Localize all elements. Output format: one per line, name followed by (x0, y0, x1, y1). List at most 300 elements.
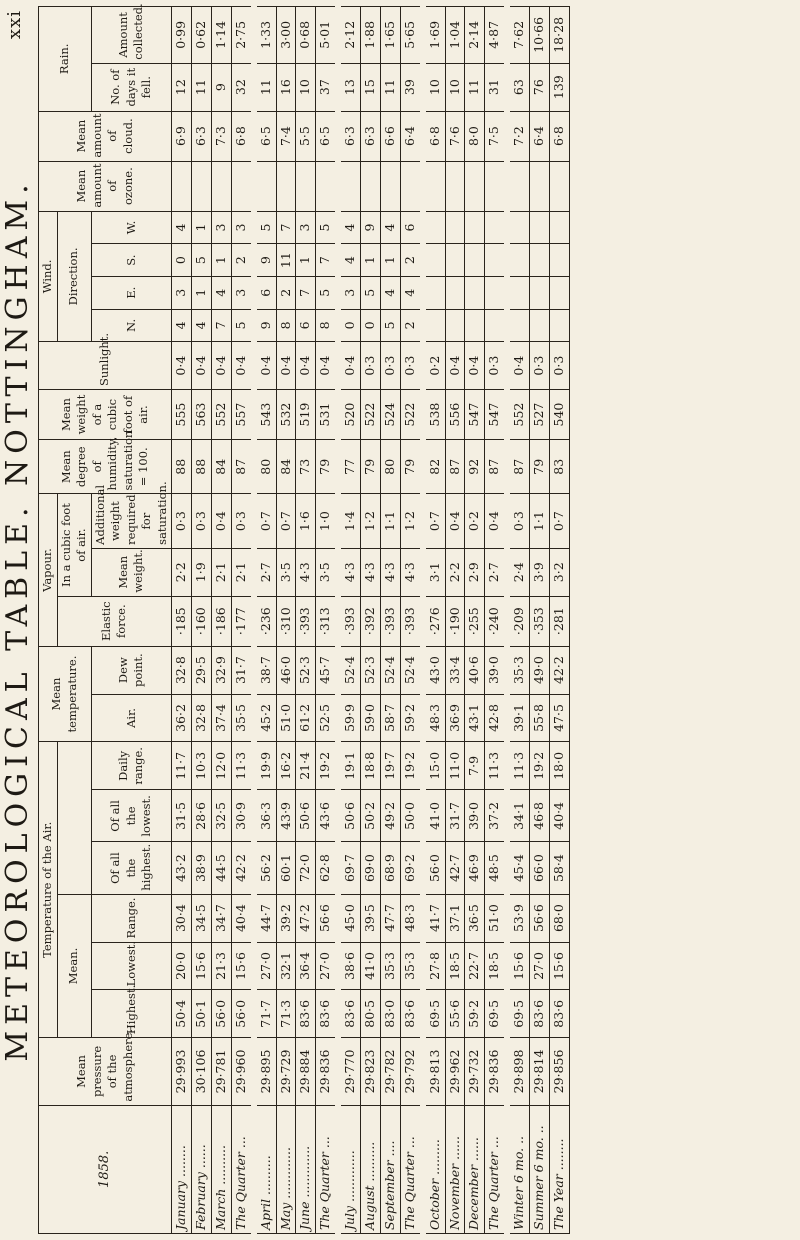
cell-w: 5 (254, 211, 276, 244)
cell-ozone (400, 161, 422, 211)
cell-pressure: 30·106 (192, 1038, 212, 1105)
cell-of-lowest: 50·6 (338, 790, 360, 842)
cell-range: 30·4 (172, 894, 192, 942)
wind-header: Wind. (39, 211, 58, 342)
cell-lowest: 15·6 (231, 942, 253, 990)
cell-of-lowest: 31·5 (172, 790, 192, 842)
cell-w: 4 (338, 211, 360, 244)
cell-n: 6 (296, 309, 316, 342)
cell-ozone (231, 161, 253, 211)
cell-daily-range: 11·0 (445, 742, 465, 790)
cell-ozone (316, 161, 338, 211)
cell-range: 40·4 (231, 894, 253, 942)
cell-sunlight: 0·4 (338, 342, 360, 390)
humidity-header: Mean degree of humidity, saturation = 100. (39, 440, 172, 494)
cell-pressure: 29·732 (465, 1038, 485, 1105)
cell-weight-cubic-foot: 522 (400, 390, 422, 440)
cell-days: 32 (231, 63, 253, 111)
cell-mean-weight: 3·9 (530, 548, 550, 596)
table-row (172, 7, 192, 1234)
cell-highest: 69·5 (507, 990, 529, 1038)
row-label: January ........ (172, 1105, 192, 1233)
cell-humidity: 84 (276, 440, 296, 494)
cell-ozone (172, 161, 192, 211)
cell-additional-weight: 0·7 (423, 494, 445, 548)
cell-air: 59·0 (361, 694, 381, 742)
cell-of-highest: 68·9 (380, 842, 400, 894)
cell-highest: 50·4 (172, 990, 192, 1038)
highest-header: Highest. (91, 990, 172, 1038)
cell-s (445, 244, 465, 277)
cell-lowest: 18·5 (445, 942, 465, 990)
cell-pressure: 29·836 (316, 1038, 338, 1105)
row-label: June ............. (296, 1105, 316, 1233)
cell-e: 5 (316, 276, 338, 309)
cell-elastic-force: ·209 (507, 596, 529, 646)
cell-e: 2 (276, 276, 296, 309)
cell-air: 52·5 (316, 694, 338, 742)
cell-amount: 1·33 (254, 7, 276, 64)
cell-pressure: 29·836 (485, 1038, 507, 1105)
table-row (445, 7, 465, 1234)
cell-highest: 83·6 (316, 990, 338, 1038)
cell-humidity: 88 (172, 440, 192, 494)
cell-cloud: 6·3 (192, 111, 212, 161)
cell-days: 16 (276, 63, 296, 111)
row-label: September .... (380, 1105, 400, 1233)
cell-dew-point: 52·4 (400, 646, 422, 694)
cell-amount: 1·14 (211, 7, 231, 64)
cell-days: 10 (445, 63, 465, 111)
cell-w: 6 (400, 211, 422, 244)
table-row (231, 7, 253, 1234)
cell-of-highest: 56·0 (423, 842, 445, 894)
cell-n: 7 (211, 309, 231, 342)
cell-highest: 69·5 (485, 990, 507, 1038)
cell-n: 8 (276, 309, 296, 342)
cell-additional-weight: 0·3 (507, 494, 529, 548)
cell-w: 4 (172, 211, 192, 244)
cell-cloud: 6·3 (338, 111, 360, 161)
cell-humidity: 79 (400, 440, 422, 494)
cell-amount: 1·88 (361, 7, 381, 64)
cell-ozone (254, 161, 276, 211)
cell-range: 47·7 (380, 894, 400, 942)
cell-of-highest: 58·4 (549, 842, 569, 894)
cell-elastic-force: ·353 (530, 596, 550, 646)
cell-humidity: 79 (361, 440, 381, 494)
cell-of-lowest: 32·5 (211, 790, 231, 842)
cell-air: 43·1 (465, 694, 485, 742)
cell-pressure: 29·962 (445, 1038, 465, 1105)
cell-amount: 5·65 (400, 7, 422, 64)
cell-amount: 1·04 (445, 7, 465, 64)
rain-days-header: No. of days it fell. (91, 63, 172, 111)
cell-sunlight: 0·4 (231, 342, 253, 390)
cell-ozone (423, 161, 445, 211)
cell-highest: 83·0 (380, 990, 400, 1038)
cell-of-highest: 62·8 (316, 842, 338, 894)
cell-n: 4 (192, 309, 212, 342)
cell-ozone (211, 161, 231, 211)
cell-highest: 80·5 (361, 990, 381, 1038)
table-body (172, 7, 570, 1234)
rain-header: Rain. (39, 7, 92, 112)
cell-of-lowest: 34·1 (507, 790, 529, 842)
cell-pressure: 29·856 (549, 1038, 569, 1105)
cell-s: 1 (296, 244, 316, 277)
cell-days: 139 (549, 63, 569, 111)
cell-days: 31 (485, 63, 507, 111)
cell-daily-range: 19·2 (400, 742, 422, 790)
cell-n (507, 309, 529, 342)
table-row (507, 7, 529, 1234)
cell-humidity: 87 (485, 440, 507, 494)
cell-cloud: 6·5 (316, 111, 338, 161)
cell-highest: 69·5 (423, 990, 445, 1038)
wind-n-header: N. (91, 309, 172, 342)
cell-dew-point: 33·4 (445, 646, 465, 694)
cell-mean-weight: 3·5 (276, 548, 296, 596)
cell-air: 36·9 (445, 694, 465, 742)
cell-mean-weight: 3·5 (316, 548, 338, 596)
cell-days: 11 (192, 63, 212, 111)
cell-highest: 55·6 (445, 990, 465, 1038)
cell-additional-weight: 1·2 (400, 494, 422, 548)
cell-cloud: 6·5 (254, 111, 276, 161)
cell-pressure: 29·729 (276, 1038, 296, 1105)
cell-sunlight: 0·3 (400, 342, 422, 390)
cell-days: 37 (316, 63, 338, 111)
cell-humidity: 84 (211, 440, 231, 494)
cell-highest: 71·3 (276, 990, 296, 1038)
direction-subheader: Direction. (57, 211, 91, 342)
cell-weight-cubic-foot: 540 (549, 390, 569, 440)
cell-amount: 10·66 (530, 7, 550, 64)
cell-range: 41·7 (423, 894, 445, 942)
table-row (380, 7, 400, 1234)
cell-sunlight: 0·4 (507, 342, 529, 390)
cell-humidity: 83 (549, 440, 569, 494)
cell-air: 42·8 (485, 694, 507, 742)
table-row (465, 7, 485, 1234)
cell-range: 45·0 (338, 894, 360, 942)
cell-cloud: 6·3 (361, 111, 381, 161)
cell-dew-point: 31·7 (231, 646, 253, 694)
cell-amount: 1·65 (380, 7, 400, 64)
cell-sunlight: 0·4 (192, 342, 212, 390)
cell-daily-range: 10·3 (192, 742, 212, 790)
cell-daily-range: 18·0 (549, 742, 569, 790)
cell-mean-weight: 3·1 (423, 548, 445, 596)
cell-highest: 56·0 (231, 990, 253, 1038)
cell-daily-range: 21·4 (296, 742, 316, 790)
row-label: November ...... (445, 1105, 465, 1233)
cell-range: 44·7 (254, 894, 276, 942)
cell-w (423, 211, 445, 244)
cell-sunlight: 0·4 (276, 342, 296, 390)
cell-e (465, 276, 485, 309)
cell-s: 7 (316, 244, 338, 277)
cell-pressure: 29·781 (211, 1038, 231, 1105)
cell-w: 1 (192, 211, 212, 244)
cell-elastic-force: ·255 (465, 596, 485, 646)
cell-of-highest: 43·2 (172, 842, 192, 894)
cell-lowest: 27·0 (254, 942, 276, 990)
cell-lowest: 20·0 (172, 942, 192, 990)
wind-s-header: S. (91, 244, 172, 277)
cell-air: 32·8 (192, 694, 212, 742)
cell-n: 0 (338, 309, 360, 342)
cell-additional-weight: 1·6 (296, 494, 316, 548)
cell-of-highest: 44·5 (211, 842, 231, 894)
cell-additional-weight: 1·1 (530, 494, 550, 548)
cell-days: 10 (423, 63, 445, 111)
cell-ozone (485, 161, 507, 211)
table-row (211, 7, 231, 1234)
cell-s (549, 244, 569, 277)
cell-days: 63 (507, 63, 529, 111)
air-header: Air. (91, 694, 172, 742)
cell-highest: 59·2 (465, 990, 485, 1038)
wind-w-header: W. (91, 211, 172, 244)
cell-sunlight: 0·4 (316, 342, 338, 390)
row-label: Summer 6 mo. .. (530, 1105, 550, 1233)
cell-dew-point: 40·6 (465, 646, 485, 694)
cell-daily-range: 11·3 (507, 742, 529, 790)
cell-s: 11 (276, 244, 296, 277)
row-label: The Quarter ... (231, 1105, 253, 1233)
cell-of-lowest: 50·0 (400, 790, 422, 842)
cell-amount: 0·62 (192, 7, 212, 64)
cell-of-lowest: 39·0 (465, 790, 485, 842)
table-row (423, 7, 445, 1234)
cell-air: 59·9 (338, 694, 360, 742)
cell-air: 37·4 (211, 694, 231, 742)
cell-humidity: 87 (231, 440, 253, 494)
cell-ozone (192, 161, 212, 211)
cell-sunlight: 0·4 (296, 342, 316, 390)
cell-weight-cubic-foot: 547 (465, 390, 485, 440)
dew-point-header: Dew point. (91, 646, 172, 694)
page-title: METEOROLOGICAL TABLE. NOTTINGHAM. (0, 178, 35, 1062)
cell-w (485, 211, 507, 244)
cell-s: 4 (338, 244, 360, 277)
table-row (254, 7, 276, 1234)
cell-weight-cubic-foot: 532 (276, 390, 296, 440)
cell-highest: 50·1 (192, 990, 212, 1038)
cell-pressure: 29·993 (172, 1038, 192, 1105)
cell-dew-point: 42·2 (549, 646, 569, 694)
page-number: xxi (4, 10, 25, 40)
cell-w (549, 211, 569, 244)
cell-n: 9 (254, 309, 276, 342)
cell-mean-weight: 4·3 (338, 548, 360, 596)
cell-pressure: 29·770 (338, 1038, 360, 1105)
meteorological-table (38, 3, 570, 1234)
cell-highest: 83·6 (530, 990, 550, 1038)
cell-of-lowest: 36·3 (254, 790, 276, 842)
cell-highest: 71·7 (254, 990, 276, 1038)
cell-additional-weight: 1·2 (361, 494, 381, 548)
cell-ozone (465, 161, 485, 211)
cell-weight-cubic-foot: 547 (485, 390, 507, 440)
cell-ozone (380, 161, 400, 211)
cell-elastic-force: ·186 (211, 596, 231, 646)
table-row (400, 7, 422, 1234)
range-header: Range. (91, 894, 172, 942)
cell-weight-cubic-foot: 520 (338, 390, 360, 440)
cell-ozone (507, 161, 529, 211)
cell-range: 34·7 (211, 894, 231, 942)
cell-range: 39·2 (276, 894, 296, 942)
cell-mean-weight: 2·9 (465, 548, 485, 596)
cell-e (549, 276, 569, 309)
cell-range: 56·6 (316, 894, 338, 942)
cell-s (465, 244, 485, 277)
cell-mean-weight: 4·3 (380, 548, 400, 596)
cell-weight-cubic-foot: 556 (445, 390, 465, 440)
cell-s: 1 (380, 244, 400, 277)
lowest-header: Lowest. (91, 942, 172, 990)
cell-cloud: 6·9 (172, 111, 192, 161)
cell-weight-cubic-foot: 538 (423, 390, 445, 440)
cell-additional-weight: 1·4 (338, 494, 360, 548)
cell-amount: 4·87 (485, 7, 507, 64)
cell-s: 1 (211, 244, 231, 277)
cell-amount: 5·01 (316, 7, 338, 64)
cell-e (423, 276, 445, 309)
cell-daily-range: 16·2 (276, 742, 296, 790)
cell-cloud: 7·4 (276, 111, 296, 161)
cell-of-highest: 46·9 (465, 842, 485, 894)
cell-sunlight: 0·3 (380, 342, 400, 390)
cell-n (549, 309, 569, 342)
cell-additional-weight: 0·4 (211, 494, 231, 548)
cell-s: 5 (192, 244, 212, 277)
cell-of-lowest: 30·9 (231, 790, 253, 842)
cell-elastic-force: ·236 (254, 596, 276, 646)
cell-w: 3 (231, 211, 253, 244)
cell-mean-weight: 2·2 (445, 548, 465, 596)
cell-amount: 2·12 (338, 7, 360, 64)
cell-humidity: 82 (423, 440, 445, 494)
cell-amount: 7·62 (507, 7, 529, 64)
cell-lowest: 35·3 (400, 942, 422, 990)
cell-elastic-force: ·310 (276, 596, 296, 646)
cell-air: 47·5 (549, 694, 569, 742)
cell-pressure: 29·884 (296, 1038, 316, 1105)
cell-additional-weight: 0·4 (485, 494, 507, 548)
cell-elastic-force: ·190 (445, 596, 465, 646)
cell-sunlight: 0·4 (254, 342, 276, 390)
wind-e-header: E. (91, 276, 172, 309)
cell-pressure: 29·813 (423, 1038, 445, 1105)
cell-s (507, 244, 529, 277)
cell-e: 5 (361, 276, 381, 309)
cell-humidity: 80 (254, 440, 276, 494)
cell-sunlight: 0·4 (445, 342, 465, 390)
cell-additional-weight: 0·3 (192, 494, 212, 548)
cell-days: 11 (380, 63, 400, 111)
cell-cloud: 6·8 (231, 111, 253, 161)
cell-e: 3 (231, 276, 253, 309)
cell-weight-cubic-foot: 563 (192, 390, 212, 440)
cell-cloud: 6·6 (380, 111, 400, 161)
cell-n: 8 (316, 309, 338, 342)
cell-air: 36·2 (172, 694, 192, 742)
cell-weight-cubic-foot: 552 (211, 390, 231, 440)
cell-of-lowest: 49·2 (380, 790, 400, 842)
cell-humidity: 79 (316, 440, 338, 494)
cell-of-lowest: 46·8 (530, 790, 550, 842)
cell-sunlight: 0·4 (172, 342, 192, 390)
cell-humidity: 88 (192, 440, 212, 494)
cell-days: 10 (296, 63, 316, 111)
cell-cloud: 7·5 (485, 111, 507, 161)
row-label: December ...... (465, 1105, 485, 1233)
cell-range: 37·1 (445, 894, 465, 942)
cell-amount: 2·14 (465, 7, 485, 64)
cell-elastic-force: ·276 (423, 596, 445, 646)
cell-of-highest: 45·4 (507, 842, 529, 894)
cell-cloud: 7·2 (507, 111, 529, 161)
of-lowest-header: Of all the lowest. (91, 790, 172, 842)
cell-of-lowest: 43·6 (316, 790, 338, 842)
daily-range-header: Daily range. (91, 742, 172, 790)
cloud-header: Mean amount of cloud. (39, 111, 172, 161)
cell-n (445, 309, 465, 342)
cell-additional-weight: 0·2 (465, 494, 485, 548)
cell-lowest: 21·3 (211, 942, 231, 990)
cell-elastic-force: ·393 (400, 596, 422, 646)
cell-mean-weight: 2·1 (231, 548, 253, 596)
table-row (296, 7, 316, 1234)
cell-pressure: 29·792 (400, 1038, 422, 1105)
cell-e: 1 (192, 276, 212, 309)
cell-dew-point: 52·3 (361, 646, 381, 694)
additional-weight-header: Additional weight required for saturation. (91, 494, 172, 548)
cell-daily-range: 11·7 (172, 742, 192, 790)
cell-amount: 0·99 (172, 7, 192, 64)
temperature-header: Temperature of the Air. (39, 742, 58, 1038)
extremes-subheader (57, 742, 91, 894)
cell-elastic-force: ·185 (172, 596, 192, 646)
cell-additional-weight: 1·1 (380, 494, 400, 548)
cell-n: 0 (361, 309, 381, 342)
cell-elastic-force: ·393 (338, 596, 360, 646)
cell-air: 51·0 (276, 694, 296, 742)
table-row (276, 7, 296, 1234)
cell-mean-weight: 1·9 (192, 548, 212, 596)
cell-dew-point: 46·0 (276, 646, 296, 694)
cell-of-lowest: 41·0 (423, 790, 445, 842)
cell-range: 68·0 (549, 894, 569, 942)
cell-daily-range: 19·2 (530, 742, 550, 790)
cell-dew-point: 32·8 (172, 646, 192, 694)
cell-air: 35·5 (231, 694, 253, 742)
row-label: Winter 6 mo. .. (507, 1105, 529, 1233)
cell-weight-cubic-foot: 522 (361, 390, 381, 440)
cell-dew-point: 45·7 (316, 646, 338, 694)
cell-mean-weight: 4·3 (400, 548, 422, 596)
of-highest-header: Of all the highest. (91, 842, 172, 894)
cell-dew-point: 32·9 (211, 646, 231, 694)
cell-e (485, 276, 507, 309)
cell-s: 1 (361, 244, 381, 277)
cell-e (507, 276, 529, 309)
cell-highest: 83·6 (296, 990, 316, 1038)
